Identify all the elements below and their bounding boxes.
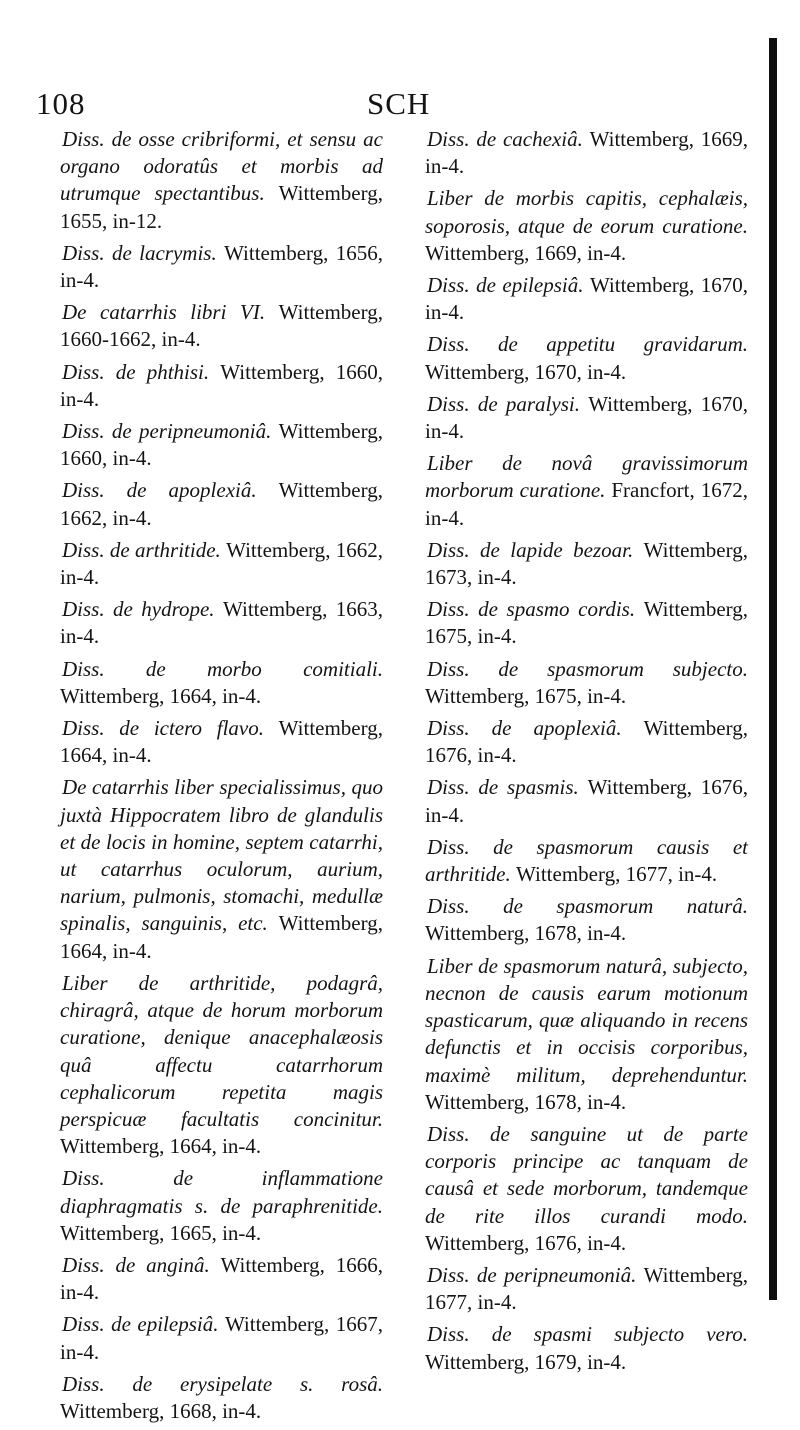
entry-format: , in-4 . (577, 1090, 627, 1114)
entry-title: Diss. de appetitu gravidarum. (427, 332, 748, 357)
entry-place: Wittemberg , (60, 1221, 170, 1245)
entry-format: , in-4 . (60, 538, 383, 589)
entry-format: , in-4 . (60, 241, 383, 292)
bibliography-entry (425, 450, 748, 532)
entry-place: Wittemberg , (279, 478, 383, 502)
entry-format: , in-4 . (212, 1221, 262, 1245)
entry-place: Wittemberg , (279, 300, 383, 324)
entry-place: Wittemberg , (516, 862, 626, 886)
entry-title: Diss. de arthritide. (62, 537, 221, 562)
entry-place: Wittemberg , (588, 392, 701, 416)
entry-place: Wittemberg , (60, 1399, 170, 1423)
entry-format: , in-4 . (102, 743, 152, 767)
entry-place: Wittemberg , (588, 775, 701, 799)
entry-title: Diss. de cachexiâ. (427, 127, 583, 151)
entry-place: Wittemberg , (279, 911, 383, 935)
entry-place: Wittemberg , (425, 1090, 535, 1114)
bibliography-entry (60, 1165, 383, 1247)
bibliography-entry (425, 715, 748, 769)
entry-year: 1673 (425, 565, 467, 590)
entry-year: 1675 (425, 624, 467, 649)
entry-title: Diss. de spasmorum subjecto. (427, 656, 748, 681)
entry-place: Wittemberg , (223, 597, 336, 621)
entry-year: 1664 (169, 1134, 212, 1159)
left-column (60, 126, 383, 1430)
entry-place: Wittemberg , (644, 1263, 748, 1287)
entry-year: 1665 (169, 1220, 212, 1245)
entry-year: 1662 (335, 537, 378, 562)
entry-year: 1670 (700, 391, 743, 416)
bibliography-entry (60, 1371, 383, 1425)
bibliography-entry (425, 834, 748, 888)
entry-format: , in-4 . (425, 127, 748, 178)
entry-format: , in-4 . (425, 273, 748, 324)
entry-year: 1666 (335, 1252, 378, 1277)
entry-title: Diss. de apoplexiâ. (62, 478, 257, 503)
entry-title: Diss. de epilepsiâ. (62, 1312, 219, 1337)
entry-format: , in-4 . (577, 684, 627, 708)
bibliography-entry (425, 272, 748, 326)
bibliography-entry (425, 391, 748, 445)
entry-title: Diss. de sanguine ut de parte corporis principe ac tanquam de causâ et sede morborum, tandemque de rite illos curandi modo. (425, 1121, 748, 1228)
bibliography-entry (60, 240, 383, 294)
entry-title: Diss. de epilepsiâ. (427, 273, 584, 298)
page-number: 108 (36, 86, 86, 121)
entry-place: Wittemberg , (425, 684, 535, 708)
entry-place: Francfort , (611, 478, 700, 502)
entry-title: Liber de spasmorum naturâ, subjecto, necnon de causis earum motionum spasticarum, quæ aliquando in recens defunctis et in occisis corporibus, maximè militum, deprehenduntur. (425, 953, 748, 1087)
entry-title: Diss. de morbo comitiali. (62, 656, 383, 681)
bibliography-entry (425, 656, 748, 710)
entry-year: 1670 (534, 359, 577, 384)
bibliography-entry (60, 477, 383, 531)
entry-format: , in-4 . (60, 1312, 383, 1363)
entry-place: Wittemberg , (279, 716, 383, 740)
entry-year: 1668 (169, 1398, 212, 1423)
entry-year: 1676 (534, 1230, 577, 1255)
entry-title: Diss. de paralysi. (427, 391, 580, 416)
entry-place: Wittemberg , (221, 1253, 336, 1277)
entry-place: Wittemberg , (224, 241, 336, 265)
entry-format: , in-4 . (425, 392, 748, 443)
bibliography-entry (425, 953, 748, 1116)
bibliography-entry (60, 418, 383, 472)
entry-format: , in-4 . (577, 360, 627, 384)
running-head: SCH (367, 86, 431, 121)
entry-title: De catarrhis libri VI. (62, 300, 266, 325)
entry-place: Wittemberg , (425, 921, 535, 945)
bibliography-entry (60, 537, 383, 591)
bibliography-entry (425, 1321, 748, 1375)
entry-format: , in-4 . (577, 1231, 627, 1255)
entry-title: Diss. de apoplexiâ. (427, 716, 622, 741)
bibliography-entry (425, 1121, 748, 1257)
entry-format: , in-12 . (102, 209, 162, 233)
entry-format: , in-4 . (425, 478, 748, 529)
entry-place: Wittemberg , (225, 1312, 336, 1336)
bibliography-entry (60, 299, 383, 353)
entry-title: Diss. de spasmis. (427, 775, 579, 800)
entry-year: 1660-1662 (60, 327, 151, 352)
entry-format: , in-4 . (467, 743, 517, 767)
entry-place: Wittemberg , (644, 597, 748, 621)
page-edge-shadow (769, 38, 777, 1300)
entry-title: De catarrhis liber specialissimus, quo juxtà Hippocratem libro de glandulis et de locis in homine, septem catarrhi, ut catarrhus oculorum, aurium, narium, pulmonis, stomachi, medullæ spinalis, sanguinis, etc. (60, 775, 383, 936)
entry-title: Diss. de spasmi subjecto vero. (427, 1322, 748, 1347)
entry-format: , in-4 . (102, 506, 152, 530)
bibliography-entry (60, 970, 383, 1160)
bibliography-entry (60, 715, 383, 769)
entry-year: 1676 (700, 775, 743, 800)
bibliography-entry (60, 656, 383, 710)
entry-place: Wittemberg , (60, 1134, 170, 1158)
entry-format: , in-4 . (467, 565, 517, 589)
entry-format: , in-4 . (60, 1253, 383, 1304)
entry-year: 1669 (700, 127, 743, 151)
entry-year: 1662 (60, 505, 102, 530)
entry-year: 1660 (335, 359, 378, 384)
bibliography-entry (60, 1311, 383, 1365)
entry-year: 1656 (335, 240, 378, 265)
entry-year: 1664 (60, 938, 102, 963)
entry-format: , in-4 . (668, 862, 718, 886)
entry-title: Diss. de osse cribriformi, et sensu ac organo odoratûs et morbis ad utrumque spectantibus. (60, 127, 383, 206)
entry-place: Wittemberg , (226, 538, 336, 562)
entry-place: Wittemberg , (279, 181, 383, 205)
entry-title: Diss. de anginâ. (62, 1252, 210, 1277)
entry-year: 1664 (169, 683, 212, 708)
entry-format: , in-4 . (425, 775, 748, 826)
entry-year: 1672 (700, 478, 743, 503)
entry-title: Diss. de spasmo cordis. (427, 597, 636, 622)
entry-title: Diss. de hydrope. (62, 597, 215, 622)
entry-place: Wittemberg , (590, 127, 701, 151)
entry-format: , in-4 . (212, 1134, 262, 1158)
entry-place: Wittemberg , (279, 419, 383, 443)
entry-year: 1677 (425, 1290, 467, 1315)
bibliography-entry (425, 774, 748, 828)
entry-year: 1677 (625, 862, 668, 887)
entry-year: 1678 (534, 921, 577, 946)
entry-title: Diss. de peripneumoniâ. (62, 419, 272, 444)
entry-year: 1669 (534, 240, 577, 265)
entry-year: 1675 (534, 683, 577, 708)
entry-format: , in-4 . (60, 360, 383, 411)
entry-year: 1670 (700, 273, 743, 298)
bibliography-entry (60, 126, 383, 235)
entry-place: Wittemberg , (425, 1350, 535, 1374)
bibliography-entry (425, 126, 748, 180)
entry-title: Liber de morbis capitis, cephalæis, soporosis, atque de eorum curatione. (425, 186, 748, 238)
entry-year: 1660 (60, 446, 102, 471)
entry-place: Wittemberg , (220, 360, 335, 384)
entry-format: , in-4 . (467, 624, 517, 648)
entry-year: 1679 (534, 1349, 577, 1374)
bibliography-entry (60, 774, 383, 964)
entry-title: Liber de novâ gravissimorum morborum curatione. (425, 451, 748, 503)
bibliography-entry (425, 185, 748, 267)
entry-title: Diss. de ictero flavo. (62, 716, 264, 741)
bibliography-entry (425, 893, 748, 947)
entry-place: Wittemberg , (425, 241, 535, 265)
entry-format: , in-4 . (102, 939, 152, 963)
entry-format: , in-4 . (212, 1399, 262, 1423)
entry-format: , in-4 . (467, 1290, 517, 1314)
right-column (425, 126, 748, 1381)
entry-format: , in-4 . (212, 684, 262, 708)
entry-title: Diss. de peripneumoniâ. (427, 1262, 637, 1287)
entry-title: Diss. de phthisi. (62, 359, 210, 384)
entry-year: 1676 (425, 743, 467, 768)
bibliography-entry (60, 596, 383, 650)
entry-format: , in-4 . (151, 327, 201, 351)
entry-title: Diss. de spasmorum naturâ. (427, 894, 748, 919)
entry-format: , in-4 . (577, 241, 627, 265)
entry-format: , in-4 . (577, 921, 627, 945)
entry-place: Wittemberg , (590, 273, 701, 297)
bibliography-entry (425, 596, 748, 650)
entry-title: Diss. de inflammatione diaphragmatis s. de paraphrenitide. (60, 1166, 383, 1218)
entry-format: , in-4 . (577, 1350, 627, 1374)
entry-year: 1655 (60, 208, 102, 233)
entry-format: , in-4 . (60, 597, 383, 648)
entry-title: Diss. de lacrymis. (62, 240, 217, 265)
entry-year: 1663 (335, 597, 378, 622)
entry-title: Diss. de spasmorum causis et arthritide. (425, 834, 748, 887)
bibliography-entry (60, 1252, 383, 1306)
entry-year: 1664 (60, 743, 102, 768)
entry-title: Diss. de lapide bezoar. (427, 537, 634, 562)
entry-place: Wittemberg , (60, 684, 170, 708)
entry-place: Wittemberg , (644, 538, 748, 562)
entry-year: 1667 (335, 1312, 378, 1337)
bibliography-entry (425, 537, 748, 591)
entry-title: Diss. de erysipelate s. rosâ. (62, 1371, 383, 1396)
entry-place: Wittemberg , (644, 716, 748, 740)
bibliography-entry (60, 359, 383, 413)
entry-title: Liber de arthritide, podagrâ, chiragrâ, atque de horum morborum curatione, denique anacephalæosis quâ affectu catarrhorum cephalicorum repetita magis perspicuæ facultatis concinitur. (60, 970, 383, 1131)
entry-place: Wittemberg , (425, 360, 535, 384)
entry-year: 1678 (534, 1089, 577, 1114)
bibliography-entry (425, 1262, 748, 1316)
entry-format: , in-4 . (102, 446, 152, 470)
entry-place: Wittemberg , (425, 1231, 535, 1255)
bibliography-entry (425, 331, 748, 385)
